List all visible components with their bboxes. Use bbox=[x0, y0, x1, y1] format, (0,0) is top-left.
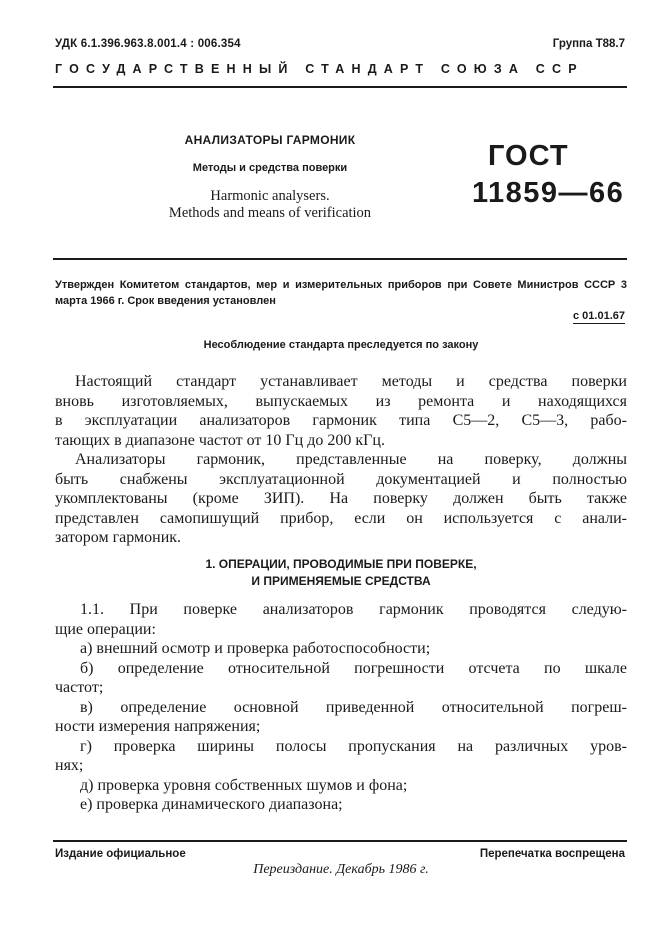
title-ru-subtitle: Методы и средства поверки bbox=[192, 162, 348, 174]
text-line: Настоящий стандарт устанавливает методы и средства поверки bbox=[75, 373, 627, 390]
text-line: 1.1. При поверке анализаторов гармоник проводятся следую- bbox=[80, 601, 627, 618]
title-en-line: Methods and means of verification bbox=[168, 205, 372, 221]
title-divider bbox=[53, 258, 627, 260]
text-line: частот; bbox=[55, 679, 104, 696]
section-title-line: И ПРИМЕНЯЕМЫЕ СРЕДСТВА bbox=[251, 574, 431, 588]
gost-label: ГОСТ bbox=[488, 140, 569, 172]
title-ru: АНАЛИЗАТОРЫ ГАРМОНИК bbox=[184, 133, 356, 147]
text-line: быть снабжены эксплуатационной документацией и полностью bbox=[55, 470, 627, 488]
edition-official: Издание официальное bbox=[55, 848, 186, 860]
text-line: нях; bbox=[55, 757, 84, 774]
list-item: е) проверка динамического диапазона; bbox=[80, 796, 343, 813]
text-line: укомплектованы (кроме ЗИП). На поверку должен быть также bbox=[55, 490, 627, 507]
text-line: Анализаторы гармоник, представленные на поверку, должны bbox=[75, 451, 627, 468]
section-1-body bbox=[55, 600, 627, 815]
group-code: Группа Т88.7 bbox=[552, 38, 625, 50]
section-1-title bbox=[55, 556, 627, 590]
list-item: в) определение основной приведенной относительной погреш- bbox=[80, 698, 627, 716]
intro-paragraph-1 bbox=[55, 372, 627, 450]
reprint-prohibited: Перепечатка воспрещена bbox=[479, 848, 625, 860]
title-en bbox=[120, 188, 420, 222]
approval-text: Утвержден Комитетом стандартов, мер и измерительных приборов при Совете Министров СССР 3 марта 1966 г. Срок введения установлен bbox=[55, 279, 627, 307]
list-item: г) проверка ширины полосы пропускания на различных уров- bbox=[80, 737, 627, 755]
text-line: тающих в диапазоне частот от 10 Гц до 200 кГц. bbox=[55, 431, 385, 449]
list-item: б) определение относительной погрешности отсчета по шкале bbox=[80, 659, 627, 677]
reissue-note: Переиздание. Декабрь 1986 г. bbox=[253, 862, 429, 877]
udk-code: УДК 6.1.396.963.8.001.4 : 006.354 bbox=[55, 38, 241, 50]
intro-paragraph-2 bbox=[55, 450, 627, 548]
header-divider bbox=[53, 86, 627, 88]
text-line: щие операции: bbox=[55, 620, 156, 638]
title-block bbox=[120, 133, 420, 222]
text-line: в эксплуатации анализаторов гармоник типа С5—2, С5—3, рабо- bbox=[55, 412, 627, 429]
law-notice: Несоблюдение стандарта преследуется по закону bbox=[203, 339, 479, 351]
section-title-line: 1. ОПЕРАЦИИ, ПРОВОДИМЫЕ ПРИ ПОВЕРКЕ, bbox=[205, 557, 477, 571]
text-line: представлен самопишущий прибор, если он используется с анали- bbox=[55, 509, 627, 527]
gost-number: 11859—66 bbox=[472, 177, 625, 209]
effective-date bbox=[573, 310, 625, 322]
state-standard-banner: ГОСУДАРСТВЕННЫЙ СТАНДАРТ СОЮЗА ССР bbox=[55, 62, 584, 76]
footer-divider bbox=[53, 840, 627, 842]
effective-date-text: с 01.01.67 bbox=[573, 310, 625, 322]
text-line: вновь изготовляемых, выпускаемых из ремонта и находящихся bbox=[55, 392, 627, 410]
text-line: ности измерения напряжения; bbox=[55, 718, 261, 735]
list-item: д) проверка уровня собственных шумов и фона; bbox=[80, 776, 408, 794]
list-item: а) внешний осмотр и проверка работоспособности; bbox=[80, 640, 431, 657]
title-en-line: Harmonic analysers. bbox=[210, 188, 330, 204]
text-line: затором гармоник. bbox=[55, 529, 182, 546]
